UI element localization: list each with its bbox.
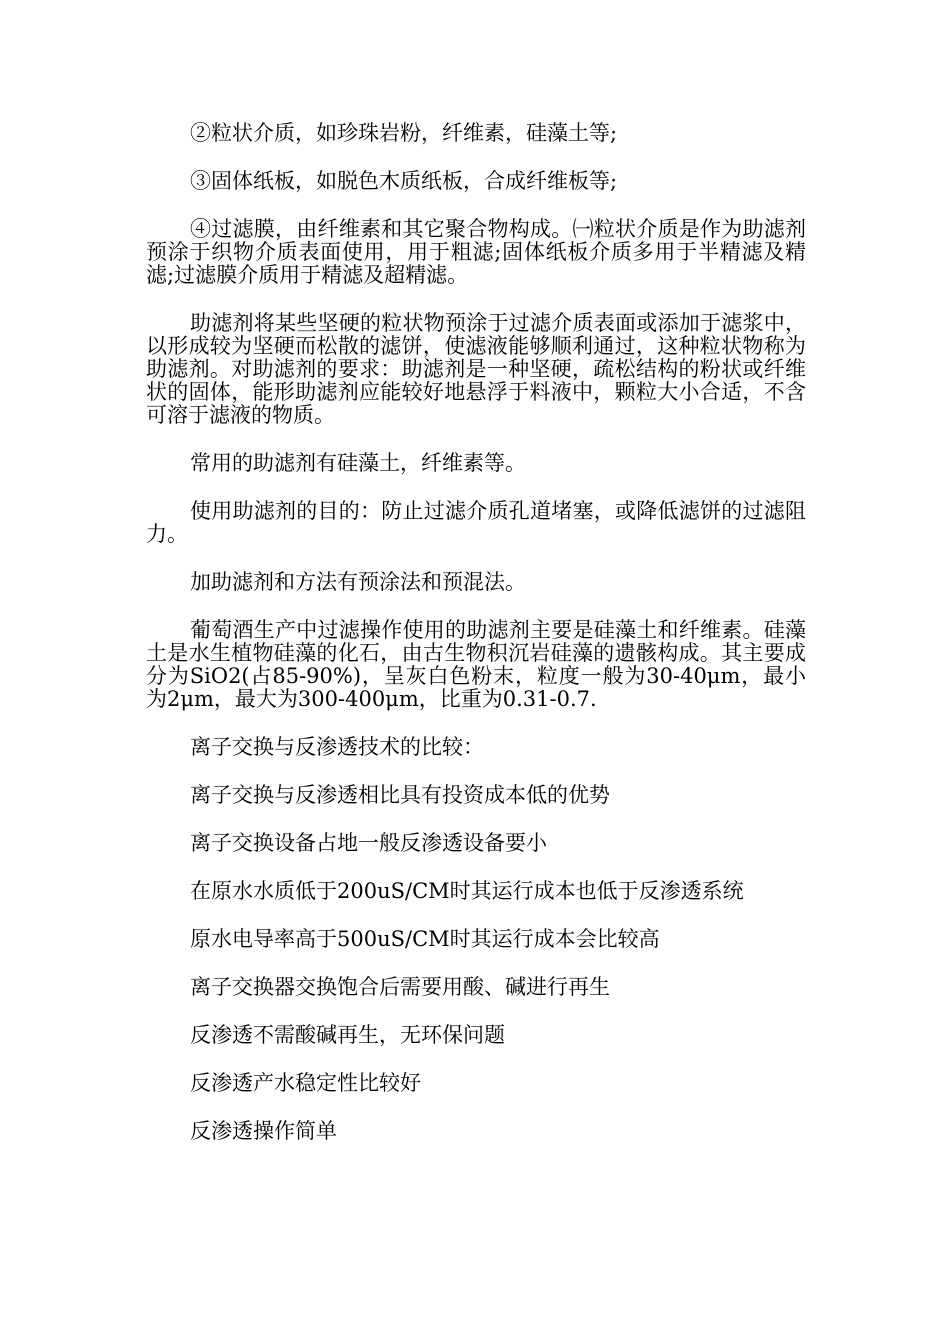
document-body [146, 122, 806, 1168]
paragraph-5: 常用的助滤剂有硅藻土，纤维素等。 [190, 451, 526, 475]
paragraph-14: 离子交换器交换饱合后需要用酸、碱进行再生 [190, 975, 610, 999]
paragraph-7: 加助滤剂和方法有预涂法和预混法。 [190, 570, 526, 594]
paragraph-12: 在原水水质低于200uS/CM时其运行成本也低于反渗透系统 [190, 879, 744, 903]
paragraph-8: 葡萄酒生产中过滤操作使用的助滤剂主要是硅藻土和纤维素。硅藻土是水生植物硅藻的化石，由古生物积沉岩硅藻的遗骸构成。其主要成分为SiO2(占85-90%)，呈灰白色粉末，粒度一般为30-40μm，最小为2μm，最大为300-400μm，比重为0.31-0.7. [146, 618, 806, 711]
paragraph-9: 离子交换与反渗透技术的比较： [190, 735, 484, 759]
paragraph-2: ③固体纸板，如脱色木质纸板，合成纤维板等; [190, 169, 618, 193]
paragraph-17: 反渗透操作简单 [190, 1119, 337, 1143]
paragraph-1: ②粒状介质，如珍珠岩粉，纤维素，硅藻土等; [190, 121, 618, 145]
paragraph-10: 离子交换与反渗透相比具有投资成本低的优势 [190, 783, 610, 807]
paragraph-15: 反渗透不需酸碱再生，无环保问题 [190, 1023, 505, 1047]
paragraph-11: 离子交换设备占地一般反渗透设备要小 [190, 831, 547, 855]
paragraph-4: 助滤剂将某些坚硬的粒状物预涂于过滤介质表面或添加于滤浆中，以形成较为坚硬而松散的滤饼，使滤液能够顺利通过，这种粒状物称为助滤剂。对助滤剂的要求：助滤剂是一种坚硬，疏松结构的粉状或纤维状的固体，能形助滤剂应能较好地悬浮于料液中，颗粒大小合适，不含可溶于滤液的物质。 [146, 311, 806, 427]
paragraph-3: ④过滤膜，由纤维素和其它聚合物构成。㈠粒状介质是作为助滤剂预涂于织物介质表面使用，用于粗滤;固体纸板介质多用于半精滤及精滤;过滤膜介质用于精滤及超精滤。 [146, 217, 806, 287]
paragraph-16: 反渗透产水稳定性比较好 [190, 1071, 421, 1095]
paragraph-6: 使用助滤剂的目的：防止过滤介质孔道堵塞，或降低滤饼的过滤阻力。 [146, 499, 806, 546]
paragraph-13: 原水电导率高于500uS/CM时其运行成本会比较高 [190, 927, 660, 951]
